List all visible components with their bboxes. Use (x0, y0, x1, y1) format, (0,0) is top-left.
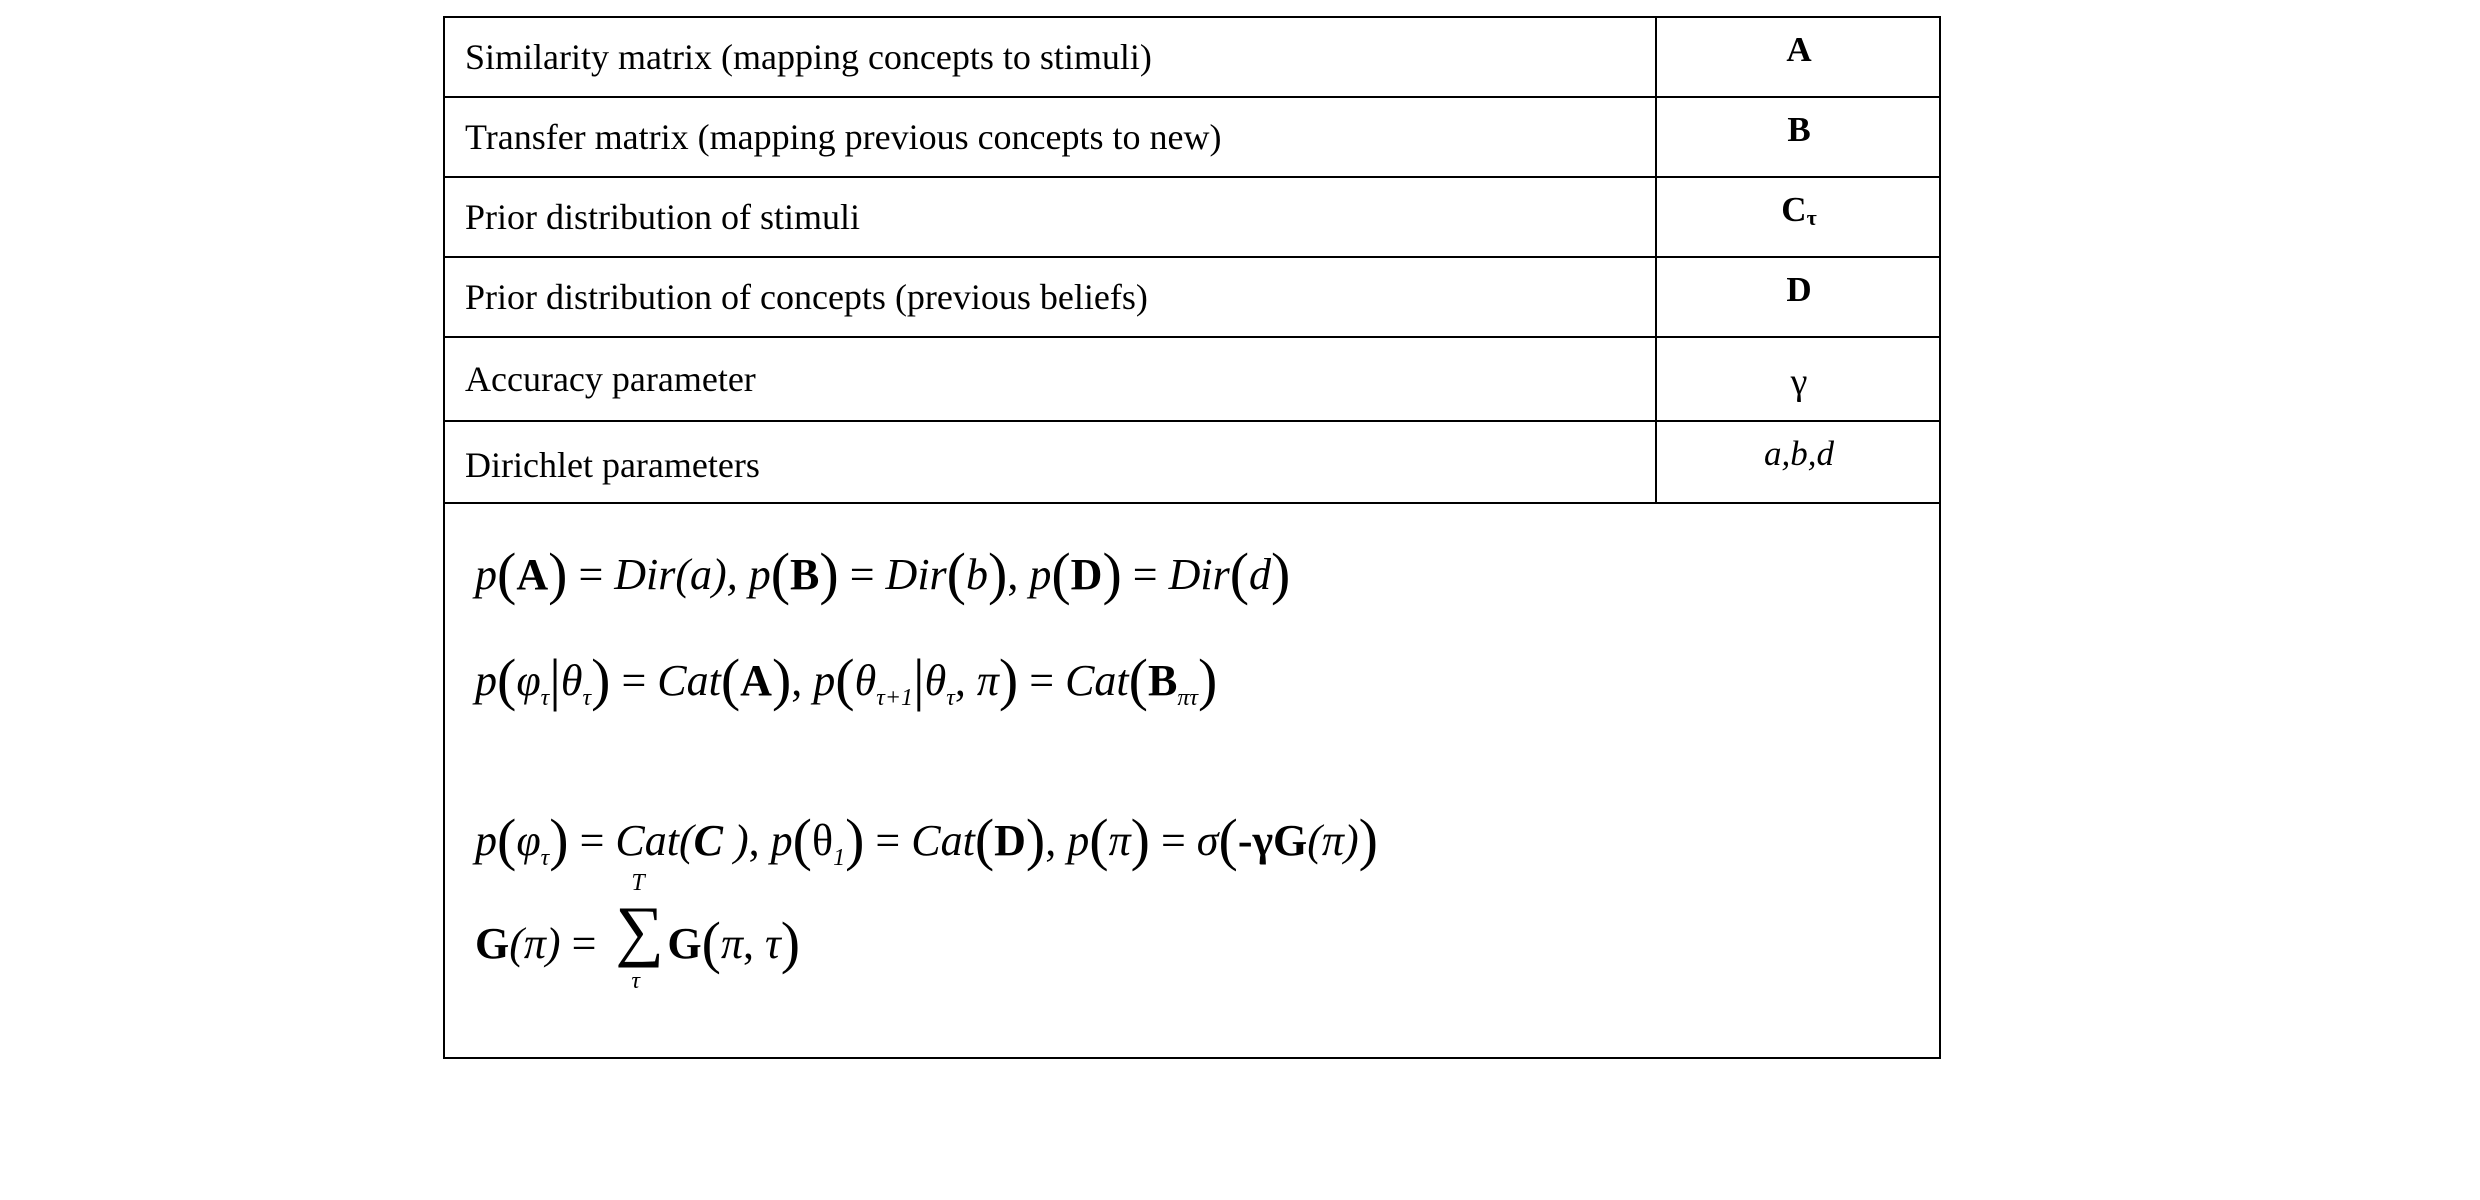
symbol-b: B (1787, 110, 1811, 149)
equation-1: p(A) = Dir(a), p(B) = Dir(b), p(D) = Dir(d) (475, 541, 1291, 606)
equation-3: $p(\varphi_\tau) = Cat(C$ ), $p(\theta_1) = Cat(D)$, p(π) = σ(-γG(π)) (475, 807, 1378, 872)
row-label-dirichlet: Dirichlet parameters (465, 445, 760, 485)
row-label-prior-stimuli: Prior distribution of stimuli (465, 197, 861, 237)
symbol-d: D (1786, 270, 1812, 309)
equation-4: G(π) = T ∑ τ G(π, τ) (475, 870, 801, 994)
table-row (445, 18, 1939, 98)
row-label-accuracy: Accuracy parameter (465, 359, 756, 399)
table-row (445, 338, 1939, 422)
equation-2: $p(\varphi_\tau|\theta_\tau) = Cat(A)$, $p(\theta_{\tau+1}|\theta_\tau$, $\pi) = Cat(B_{\pi\tau})$ (475, 647, 1218, 712)
table-row (445, 98, 1939, 178)
summation-symbol: T ∑ τ (615, 870, 664, 994)
row-label-similarity: Similarity matrix (mapping concepts to stimuli) (465, 37, 1152, 77)
row-label-prior-concepts: Prior distribution of concepts (previous beliefs) (465, 277, 1148, 317)
parameters-table (443, 16, 1941, 1059)
table-row (445, 178, 1939, 258)
symbol-abd: a,b,d (1764, 434, 1834, 473)
symbol-gamma: γ (1790, 361, 1808, 403)
symbol-c-tau: Cτ (1781, 190, 1817, 230)
row-label-transfer: Transfer matrix (mapping previous concepts to new) (465, 117, 1222, 157)
table-row (445, 422, 1939, 504)
symbol-a: A (1786, 30, 1812, 69)
table-row (445, 258, 1939, 338)
